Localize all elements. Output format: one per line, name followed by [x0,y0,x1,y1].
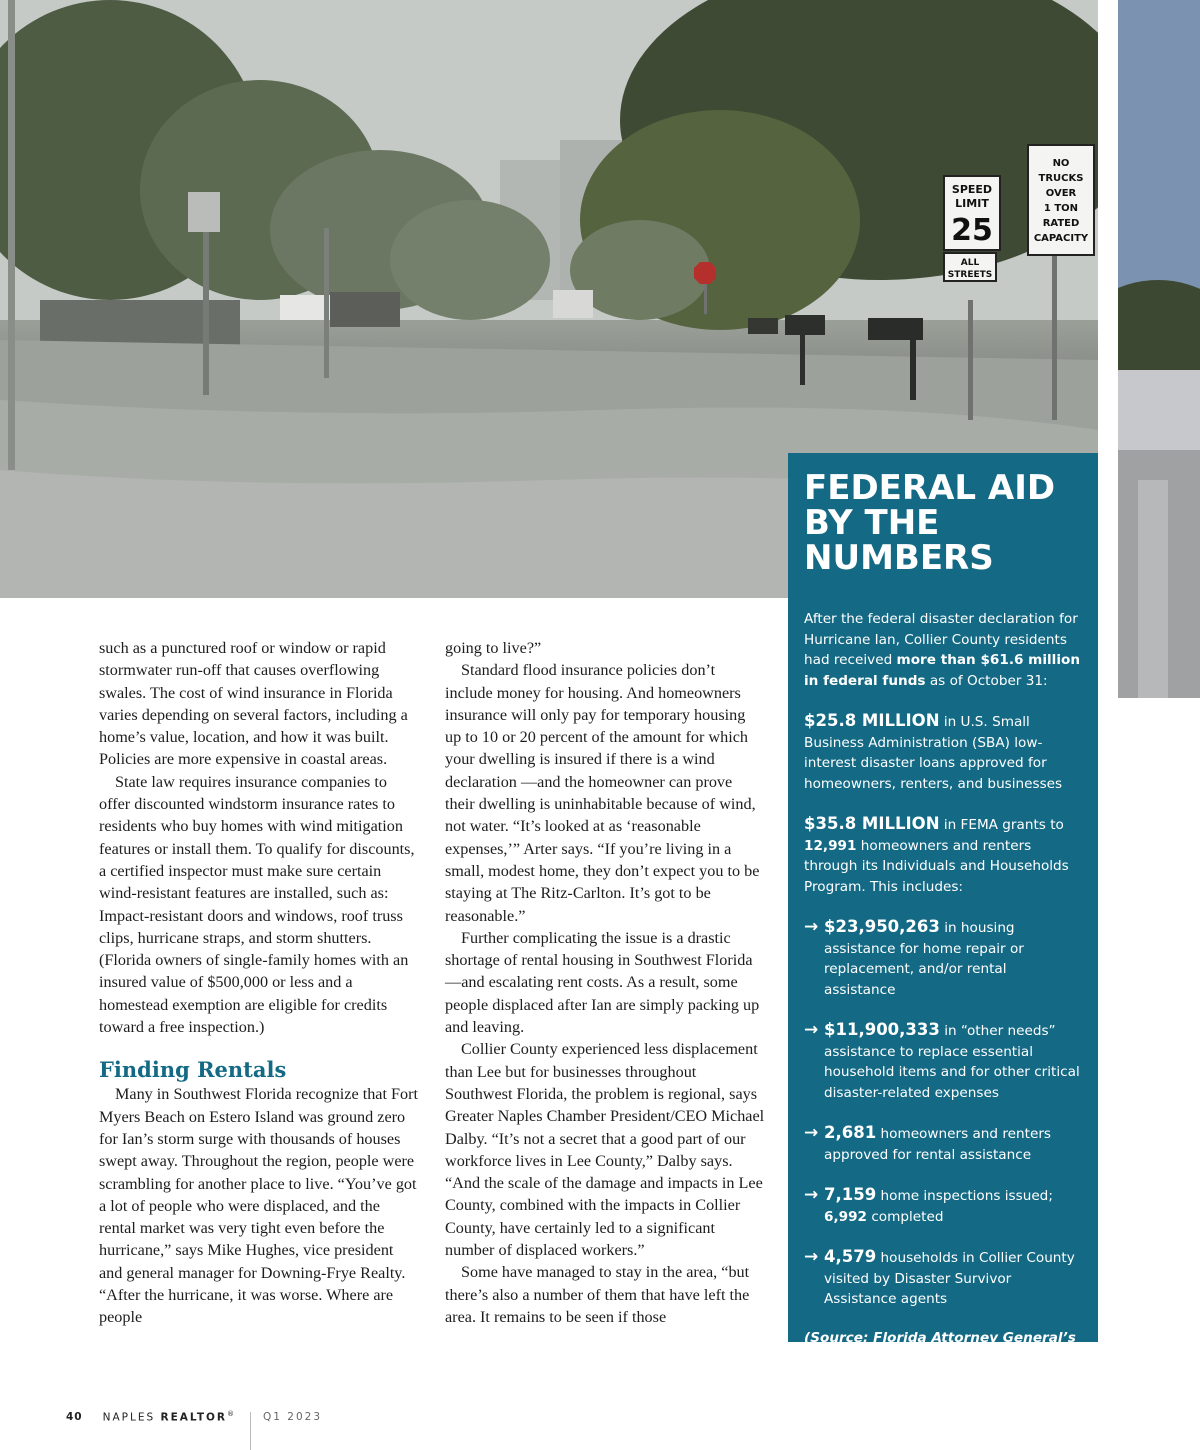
federal-aid-sidebar [788,453,1098,1366]
arrow-right-icon: → [804,1123,819,1143]
section-heading: Finding Rentals [99,1057,287,1083]
svg-text:OVER: OVER [1045,188,1077,199]
article-paragraph: Collier County experienced less displacement than Lee but for businesses throughout Southwest Florida, the problem is regional, says Greater Naples Chamber President/CEO Michael Dalby. “It’s not a secret that a good part of our workforce lives in Lee County,” Dalby says. “And the scale of the damage and impacts in Lee County, combined with the impacts in Collier County, have certainly led to a significant number of displaced workers.” [445,1040,765,1260]
speed-sign-number: 25 [951,213,993,248]
article-paragraph: Many in Southwest Florida recognize that Fort Myers Beach on Estero Island was ground zero for Ian’s storm surge with thousands of houses swept away. Throughout the region, people were scrambling for another place to live. “You’ve got a lot of people who were displaced, and the rental market was very tight even before the hurricane,” says Mike Hughes, vice president and general manager for Downing-Frye Realty. “After the hurricane, it was worse. Where are people [99,1085,419,1327]
article-paragraph: such as a punctured roof or window or rapid stormwater run-off that causes overflowing swales. The cost of wind insurance in Florida varies depending on several factors, including a home’s value, location, and how it was built. Policies are more expensive in coastal areas. [99,639,408,769]
magazine-name: NAPLES REALTOR® [102,1410,236,1424]
arrow-right-icon: → [804,1020,819,1040]
sidebar-intro: After the federal disaster declaration for Hurricane Ian, Collier County residents had received more than $61.6 million in federal funds as of October 31: [804,611,1081,689]
article-paragraph: Standard flood insurance policies don’t include money for housing. And homeowners insurance will only pay for temporary housing up to 10 or 20 percent of the amount for which your dwelling is insured if there is a wind declaration —and the homeowner can prove their dwelling is uninhabitable because of wind, not water. “It’s looked at as ‘reasonable expenses,’” Arter says. “If you’re living in a small, modest home, they don’t expect you to be staying at The Ritz-Carlton. It’s got to be reasonable.” [445,661,760,925]
sba-stat: $25.8 MILLION in U.S. Small Business Administration (SBA) low-interest disaster loans approved for homeowners, renters, and businesses [804,711,1063,792]
speed-sign-label: SPEED [951,183,993,196]
arrow-right-icon: → [804,1185,819,1205]
svg-text:ALL: ALL [960,258,980,268]
svg-text:NO: NO [1052,158,1070,169]
adjacent-page-photo [1118,0,1200,698]
arrow-right-icon: → [804,1247,819,1267]
list-item: → $23,950,263 in housing assistance for home repair or replacement, and/or rental assistance [804,917,1082,1000]
list-item: → 7,159 home inspections issued; 6,992 completed [804,1185,1082,1227]
svg-text:CAPACITY: CAPACITY [1033,233,1089,244]
svg-text:1 TON: 1 TON [1043,203,1079,214]
article-paragraph: State law requires insurance companies to offer discounted windstorm insurance rates to residents who buy homes with wind mitigation features or install them. To qualify for discounts, a certified inspector must make sure certain wind-resistant features are installed, such as: Impact-resistant doors and windows, roof truss clips, hurricane straps, and storm shutters. (Florida owners of single-family homes with an insured value of $500,000 or less and a homestead exemption are eligible for credits toward a free inspection.) [99,772,415,1037]
fema-stat: $35.8 MILLION in FEMA grants to 12,991 homeowners and renters through its Individuals and Households Program. This includes: [804,814,1069,895]
svg-text:TRUCKS: TRUCKS [1038,173,1084,184]
article-paragraph: Further complicating the issue is a drastic shortage of rental housing in Southwest Florida—and escalating rent costs. As a result, some people displaced after Ian are simply packing up and leaving. [445,928,760,1037]
sidebar-source: (Source: Florida Attorney General’s Office) [804,1329,1076,1366]
list-item: → 2,681 homeowners and renters approved for rental assistance [804,1123,1082,1165]
fema-amount: $35.8 MILLION [804,814,940,833]
adjacent-photo-illustration [1118,0,1200,698]
article-paragraph: Some have managed to stay in the area, “but there’s also a number of them that have left the area. It remains to be seen if those [445,1263,750,1326]
issue-label: Q1 2023 [263,1411,323,1423]
page-footer [66,1384,322,1450]
list-item: → 4,579 households in Collier County visited by Disaster Survivor Assistance agents [804,1247,1082,1310]
svg-text:RATED: RATED [1042,218,1080,229]
sidebar-title: FEDERAL AID BY THE NUMBERS [804,468,1056,578]
arrow-right-icon: → [804,917,819,937]
article-column-2 [445,637,765,1328]
footer-divider [250,1412,251,1450]
page-number: 40 [66,1411,83,1423]
list-item: → $11,900,333 in “other needs” assistance to replace essential household items and for other critical disaster-related expenses [804,1020,1082,1103]
sba-amount: $25.8 MILLION [804,711,940,730]
svg-text:STREETS: STREETS [947,270,993,280]
article-paragraph: going to live?” [445,639,542,657]
article-column-1 [99,637,419,1329]
svg-text:LIMIT: LIMIT [955,197,989,210]
